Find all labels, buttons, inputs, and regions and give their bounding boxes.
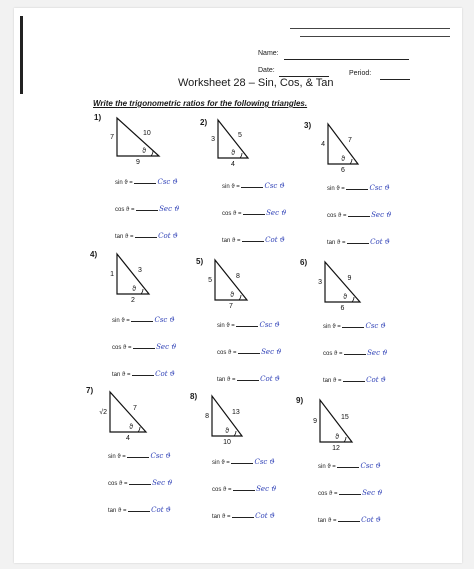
hypotenuse-label: 10 [143, 130, 151, 137]
handwritten-answer: Csc ϑ [264, 182, 285, 190]
side-a-label: 9 [313, 418, 317, 425]
angle-arc [141, 289, 143, 294]
answer-blank[interactable] [238, 353, 260, 354]
side-a-label: √2 [99, 409, 107, 416]
answer-blank[interactable] [134, 183, 156, 184]
problem-number: 9) [296, 396, 304, 405]
hypotenuse-label: 13 [232, 409, 240, 416]
handwritten-answer: Csc ϑ [154, 316, 175, 324]
problem-number: 4) [90, 250, 98, 259]
ratio-row [323, 376, 386, 384]
ratio-label: tan ϑ = [217, 377, 236, 383]
handwritten-answer: Sec ϑ [256, 485, 277, 493]
problem-number: 6) [300, 258, 308, 267]
period-field[interactable] [380, 78, 410, 80]
hypotenuse-label: 9 [347, 275, 352, 282]
hypotenuse-label: 7 [348, 137, 352, 144]
side-b-label: 9 [136, 159, 140, 166]
handwritten-answer: Csc ϑ [369, 184, 390, 192]
right-triangle [318, 262, 360, 312]
answer-blank[interactable] [339, 494, 361, 495]
ratio-row [217, 375, 280, 383]
ratio-label: tan ϑ = [112, 372, 131, 378]
ratio-row [318, 462, 381, 470]
ratio-label: tan ϑ = [115, 234, 134, 240]
side-a-label: 5 [208, 277, 212, 284]
handwritten-answer: Cot ϑ [158, 232, 178, 240]
handwritten-answer: Csc ϑ [254, 458, 275, 466]
ratio-row [323, 349, 387, 357]
right-triangle [99, 392, 146, 442]
ratio-row [222, 182, 285, 190]
ratio-label: cos ϑ = [318, 491, 338, 497]
page-edge-mark [20, 16, 23, 94]
ratio-label: tan ϑ = [327, 240, 346, 246]
ratio-label: tan ϑ = [318, 518, 337, 524]
handwritten-answer: Csc ϑ [365, 322, 386, 330]
name-label: Name: [258, 50, 279, 57]
answer-blank[interactable] [136, 210, 158, 211]
ratio-row [112, 370, 175, 378]
answer-blank[interactable] [133, 348, 155, 349]
angle-arc [240, 153, 242, 158]
ratio-label: sin ϑ = [217, 323, 235, 329]
angle-arc [151, 151, 153, 156]
ratio-row [115, 178, 178, 186]
ratio-label: sin ϑ = [222, 184, 240, 190]
ratio-row [112, 316, 175, 324]
ratio-label: tan ϑ = [222, 238, 241, 244]
ratio-row [327, 211, 391, 219]
hypotenuse-label: 3 [138, 267, 142, 274]
angle-arc [234, 431, 236, 436]
ratio-label: cos ϑ = [323, 351, 343, 357]
answer-blank[interactable] [342, 327, 364, 328]
answer-blank[interactable] [128, 511, 150, 512]
side-b-label: 4 [126, 435, 130, 442]
side-b-label: 12 [332, 445, 340, 452]
triangle-outline [117, 118, 159, 156]
ratio-label: cos ϑ = [115, 207, 135, 213]
answer-blank[interactable] [127, 457, 149, 458]
angle-label: ϑ [335, 434, 339, 441]
ratio-row [112, 343, 176, 351]
ratio-row [318, 516, 381, 524]
handwritten-answer: Cot ϑ [265, 236, 285, 244]
angle-arc [138, 427, 140, 432]
handwritten-answer: Sec ϑ [261, 348, 282, 356]
answer-blank[interactable] [135, 237, 157, 238]
ratio-label: sin ϑ = [108, 454, 126, 460]
ratio-label: tan ϑ = [108, 508, 127, 514]
ratio-row [108, 506, 171, 514]
ratio-row [115, 232, 178, 240]
ratio-label: sin ϑ = [323, 324, 341, 330]
angle-label: ϑ [231, 150, 235, 157]
problem-number: 1) [94, 113, 102, 122]
ratio-label: cos ϑ = [222, 211, 242, 217]
side-b-label: 7 [229, 303, 233, 310]
ratio-row [318, 489, 382, 497]
hypotenuse-label: 7 [133, 405, 137, 412]
side-b-label: 6 [340, 305, 345, 312]
side-b-label: 4 [231, 161, 235, 168]
date-label: Date: [258, 67, 275, 74]
handwritten-answer: Sec ϑ [156, 343, 177, 351]
ratio-label: cos ϑ = [108, 481, 128, 487]
side-a-label: 7 [110, 134, 114, 141]
angle-label: ϑ [132, 286, 136, 293]
right-triangle [110, 118, 159, 166]
hypotenuse-label: 5 [238, 132, 242, 139]
side-a-label: 3 [211, 136, 215, 143]
answer-blank[interactable] [347, 243, 369, 244]
angle-label: ϑ [142, 148, 146, 155]
handwritten-answer: Cot ϑ [155, 370, 175, 378]
ratio-row [115, 205, 179, 213]
ratio-label: sin ϑ = [112, 318, 130, 324]
side-b-label: 10 [223, 439, 231, 446]
ratio-row [212, 458, 275, 466]
side-a-label: 4 [321, 141, 325, 148]
top-rule [290, 28, 450, 29]
ratio-label: cos ϑ = [217, 350, 237, 356]
problem-number: 3) [304, 121, 312, 130]
top-rule-2 [300, 36, 450, 37]
handwritten-answer: Cot ϑ [151, 506, 171, 514]
ratio-row [217, 321, 280, 329]
side-b-label: 6 [341, 167, 345, 174]
side-a-label: 1 [110, 271, 114, 278]
handwritten-answer: Sec ϑ [152, 479, 173, 487]
ratio-label: cos ϑ = [112, 345, 132, 351]
right-triangle [313, 400, 352, 452]
right-triangle [321, 124, 358, 174]
handwritten-answer: Sec ϑ [266, 209, 287, 217]
ratio-label: sin ϑ = [318, 464, 336, 470]
ratio-label: tan ϑ = [212, 514, 231, 520]
answer-blank[interactable] [237, 380, 259, 381]
worksheet-title: Worksheet 28 – Sin, Cos, & Tan [178, 77, 334, 89]
answer-blank[interactable] [241, 187, 263, 188]
angle-label: ϑ [129, 424, 133, 431]
ratio-row [212, 512, 275, 520]
handwritten-answer: Csc ϑ [360, 462, 381, 470]
ratio-row [222, 209, 286, 217]
answer-blank[interactable] [338, 521, 360, 522]
problem-number: 8) [190, 392, 198, 401]
angle-label: ϑ [341, 156, 345, 163]
answer-blank[interactable] [344, 354, 366, 355]
handwritten-answer: Cot ϑ [255, 512, 275, 520]
answer-blank[interactable] [129, 484, 151, 485]
answer-blank[interactable] [343, 381, 365, 382]
ratio-row [327, 238, 390, 246]
right-triangle [205, 396, 242, 446]
right-triangle [110, 254, 149, 304]
answer-blank[interactable] [231, 463, 253, 464]
ratio-row [222, 236, 285, 244]
angle-arc [239, 295, 241, 300]
answer-blank[interactable] [346, 189, 368, 190]
handwritten-answer: Cot ϑ [260, 375, 280, 383]
triangle-outline [110, 392, 146, 432]
side-b-label: 2 [131, 297, 135, 304]
ratio-label: cos ϑ = [327, 213, 347, 219]
answer-blank[interactable] [348, 216, 370, 217]
angle-arc [344, 437, 346, 442]
angle-label: ϑ [343, 294, 347, 301]
problem-number: 2) [200, 118, 208, 127]
ratio-row [108, 479, 172, 487]
ratio-row [327, 184, 390, 192]
side-a-label: 3 [318, 279, 322, 286]
answer-blank[interactable] [232, 517, 254, 518]
answer-blank[interactable] [243, 214, 265, 215]
answer-blank[interactable] [236, 326, 258, 327]
ratio-label: tan ϑ = [323, 378, 342, 384]
answer-blank[interactable] [337, 467, 359, 468]
problem-number: 7) [86, 386, 94, 395]
ratio-label: cos ϑ = [212, 487, 232, 493]
handwritten-answer: Cot ϑ [361, 516, 381, 524]
handwritten-answer: Cot ϑ [370, 238, 390, 246]
answer-blank[interactable] [242, 241, 264, 242]
ratio-row [323, 322, 386, 330]
ratio-row [217, 348, 281, 356]
handwritten-answer: Sec ϑ [367, 349, 388, 357]
angle-label: ϑ [225, 428, 229, 435]
handwritten-answer: Sec ϑ [362, 489, 383, 497]
side-a-label: 8 [205, 413, 209, 420]
handwritten-answer: Csc ϑ [150, 452, 171, 460]
answer-blank[interactable] [132, 375, 154, 376]
ratio-label: sin ϑ = [212, 460, 230, 466]
name-field[interactable] [284, 58, 409, 60]
handwritten-answer: Csc ϑ [259, 321, 280, 329]
ratio-label: sin ϑ = [115, 180, 133, 186]
handwritten-answer: Csc ϑ [157, 178, 178, 186]
handwritten-answer: Sec ϑ [159, 205, 180, 213]
angle-arc [350, 159, 352, 164]
right-triangle [208, 260, 247, 310]
right-triangle [211, 120, 248, 168]
ratio-row [108, 452, 171, 460]
period-label: Period: [349, 70, 372, 77]
answer-blank[interactable] [233, 490, 255, 491]
angle-arc [352, 297, 354, 302]
hypotenuse-label: 15 [341, 414, 349, 421]
answer-blank[interactable] [131, 321, 153, 322]
ratio-row [212, 485, 276, 493]
angle-label: ϑ [230, 292, 234, 299]
hypotenuse-label: 8 [236, 273, 240, 280]
handwritten-answer: Sec ϑ [371, 211, 392, 219]
ratio-label: sin ϑ = [327, 186, 345, 192]
handwritten-answer: Cot ϑ [366, 376, 386, 384]
problem-number: 5) [196, 257, 204, 266]
instructions: Write the trigonometric ratios for the following triangles. [93, 99, 308, 108]
